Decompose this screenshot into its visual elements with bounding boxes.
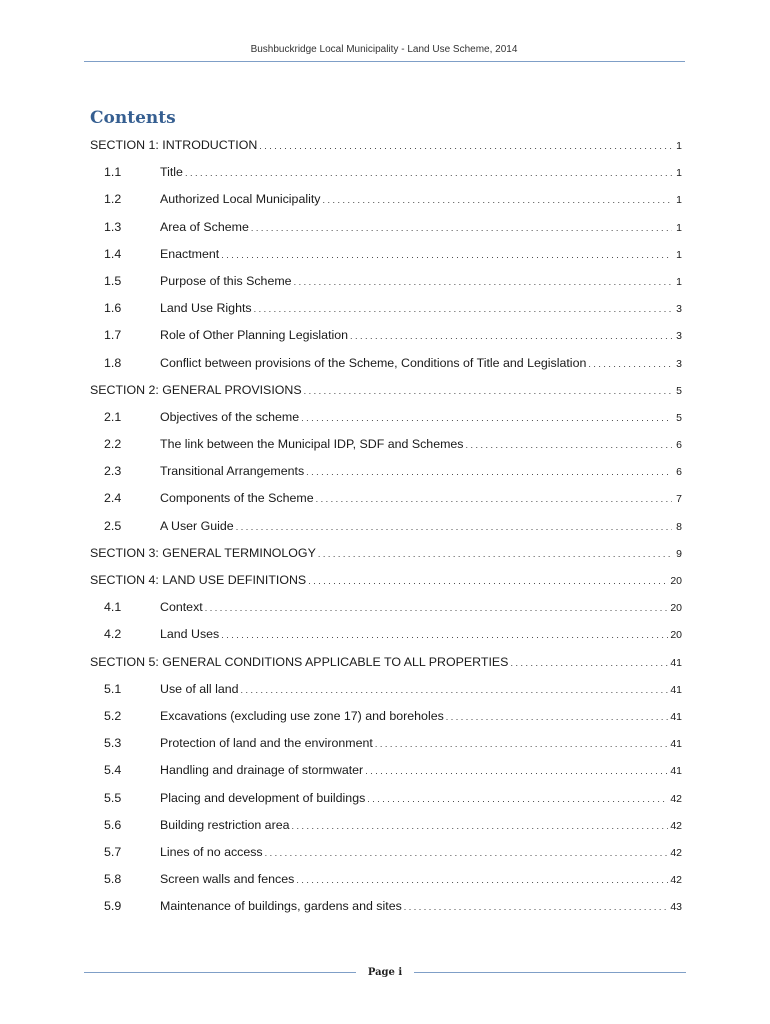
toc-entry-page: 41	[670, 683, 682, 696]
toc-subsection-entry[interactable]	[90, 730, 682, 757]
toc-section-entry[interactable]	[90, 132, 682, 159]
toc-section-entry[interactable]	[90, 377, 682, 404]
toc-entry-page: 5	[676, 384, 682, 397]
toc-subsection-entry[interactable]	[90, 839, 682, 866]
toc-section-entry[interactable]	[90, 540, 682, 567]
toc-entry-number: 1.6	[104, 301, 122, 316]
toc-entry-title: Authorized Local Municipality	[160, 192, 321, 207]
toc-dot-leader	[304, 378, 672, 405]
toc-entry-title: Excavations (excluding use zone 17) and boreholes	[160, 708, 444, 723]
toc-entry-number: 5.2	[104, 708, 122, 723]
toc-dot-leader	[251, 215, 672, 242]
toc-dot-leader	[367, 786, 668, 813]
toc-entry-title: SECTION 4: LAND USE DEFINITIONS	[90, 573, 307, 587]
toc-dot-leader	[350, 323, 672, 350]
toc-subsection-entry[interactable]	[90, 350, 682, 377]
toc-entry-title: Transitional Arrangements	[160, 464, 305, 479]
footer-rule-right	[414, 972, 686, 973]
toc-entry-number: 2.2	[104, 437, 122, 452]
toc-dot-leader	[185, 160, 672, 187]
toc-entry-title: Screen walls and fences	[160, 872, 295, 887]
toc-entry-title: Handling and drainage of stormwater	[160, 763, 364, 778]
toc-subsection-entry[interactable]	[90, 268, 682, 295]
toc-subsection-entry[interactable]	[90, 186, 682, 213]
toc-entry-page: 9	[676, 547, 682, 560]
toc-subsection-entry[interactable]	[90, 676, 682, 703]
toc-entry-page: 1	[676, 275, 682, 288]
toc-entry-number: 5.9	[104, 899, 122, 914]
toc-subsection-entry[interactable]	[90, 513, 682, 540]
page-title: Contents	[90, 108, 176, 128]
toc-entry-page: 3	[676, 330, 682, 343]
toc-subsection-entry[interactable]	[90, 621, 682, 648]
toc-subsection-entry[interactable]	[90, 431, 682, 458]
toc-entry-title: SECTION 5: GENERAL CONDITIONS APPLICABLE TO ALL PROPERTIES	[90, 654, 509, 669]
toc-subsection-entry[interactable]	[90, 241, 682, 268]
toc-subsection-entry[interactable]	[90, 866, 682, 893]
toc-entry-title: Role of Other Planning Legislation	[160, 328, 349, 343]
toc-entry-title: SECTION 1: INTRODUCTION	[90, 138, 258, 152]
toc-entry-title: Placing and development of buildings	[160, 790, 366, 805]
toc-entry-number: 4.1	[104, 600, 122, 615]
toc-entry-number: 5.7	[104, 844, 122, 859]
toc-entry-title: Components of the Scheme	[160, 491, 314, 506]
toc-entry-page: 6	[676, 466, 682, 479]
running-header: Bushbuckridge Local Municipality - Land Use Scheme, 2014	[250, 44, 518, 55]
toc-entry-page: 42	[670, 792, 682, 805]
toc-entry-page: 3	[676, 303, 682, 316]
toc-subsection-entry[interactable]	[90, 893, 682, 920]
toc-dot-leader	[365, 758, 668, 785]
toc-entry-title: Land Uses	[160, 627, 220, 642]
toc-dot-leader	[466, 432, 673, 459]
toc-dot-leader	[446, 704, 669, 731]
toc-entry-title: SECTION 3: GENERAL TERMINOLOGY	[90, 545, 316, 560]
toc-dot-leader	[404, 894, 669, 921]
toc-entry-number: 5.4	[104, 763, 122, 778]
toc-section-entry[interactable]	[90, 567, 682, 594]
toc-dot-leader	[301, 405, 672, 432]
toc-entry-number: 5.6	[104, 817, 122, 832]
toc-subsection-entry[interactable]	[90, 159, 682, 186]
toc-entry-page: 1	[676, 194, 682, 207]
toc-dot-leader	[294, 269, 672, 296]
toc-entry-page: 5	[676, 411, 682, 424]
toc-dot-leader	[205, 595, 669, 622]
toc-entry-number: 5.5	[104, 790, 122, 805]
toc-subsection-entry[interactable]	[90, 812, 682, 839]
toc-entry-page: 1	[676, 140, 682, 152]
toc-entry-page: 7	[676, 493, 682, 506]
toc-entry-page: 3	[676, 357, 682, 370]
toc-entry-number: 1.8	[104, 355, 122, 370]
toc-entry-page: 41	[670, 710, 682, 723]
toc-entry-page: 6	[676, 439, 682, 452]
toc-subsection-entry[interactable]	[90, 214, 682, 241]
toc-entry-page: 41	[670, 656, 682, 669]
toc-entry-title: Land Use Rights	[160, 301, 252, 316]
toc-dot-leader	[254, 296, 672, 323]
toc-dot-leader	[236, 514, 672, 541]
toc-dot-leader	[510, 650, 668, 677]
toc-entry-page: 20	[670, 602, 682, 615]
toc-entry-title: Lines of no access	[160, 844, 263, 859]
toc-subsection-entry[interactable]	[90, 458, 682, 485]
toc-subsection-entry[interactable]	[90, 404, 682, 431]
toc-entry-number: 1.2	[104, 192, 122, 207]
toc-subsection-entry[interactable]	[90, 757, 682, 784]
toc-subsection-entry[interactable]	[90, 703, 682, 730]
toc-entry-page: 42	[670, 846, 682, 859]
toc-entry-title: Enactment	[160, 246, 220, 261]
toc-entry-number: 1.5	[104, 273, 122, 288]
header-rule	[84, 61, 685, 62]
toc-entry-number: 1.4	[104, 246, 122, 261]
toc-entry-title: Title	[160, 165, 183, 180]
toc-entry-page: 1	[676, 221, 682, 234]
toc-dot-leader	[259, 133, 672, 160]
toc-entry-title: Purpose of this Scheme	[160, 273, 292, 288]
toc-entry-title: Protection of land and the environment	[160, 736, 373, 751]
toc-subsection-entry[interactable]	[90, 485, 682, 512]
toc-entry-title: Conflict between provisions of the Scheme, Conditions of Title and Legislation	[160, 355, 587, 370]
toc-dot-leader	[318, 541, 672, 568]
table-of-contents	[90, 132, 682, 920]
toc-dot-leader	[265, 840, 669, 867]
toc-entry-number: 1.7	[104, 328, 122, 343]
toc-entry-page: 1	[676, 167, 682, 180]
toc-subsection-entry[interactable]	[90, 785, 682, 812]
toc-entry-page: 43	[670, 901, 682, 914]
toc-entry-title: A User Guide	[160, 518, 234, 533]
toc-entry-title: Maintenance of buildings, gardens and sites	[160, 899, 402, 914]
toc-entry-number: 2.1	[104, 409, 122, 424]
toc-subsection-entry[interactable]	[90, 295, 682, 322]
toc-entry-page: 8	[676, 520, 682, 533]
toc-entry-number: 5.8	[104, 872, 122, 887]
toc-entry-number: 5.1	[104, 681, 122, 696]
toc-entry-title: Context	[160, 600, 203, 615]
toc-entry-title: The link between the Municipal IDP, SDF and Schemes	[160, 437, 464, 452]
toc-entry-number: 2.3	[104, 464, 122, 479]
toc-entry-number: 5.3	[104, 736, 122, 751]
toc-entry-title: Objectives of the scheme	[160, 409, 300, 424]
toc-entry-title: Building restriction area	[160, 817, 290, 832]
toc-entry-number: 1.3	[104, 219, 122, 234]
toc-subsection-entry[interactable]	[90, 594, 682, 621]
toc-entry-page: 42	[670, 874, 682, 887]
toc-entry-number: 1.1	[104, 165, 122, 180]
toc-dot-leader	[316, 486, 672, 513]
toc-entry-title: SECTION 2: GENERAL PROVISIONS	[90, 382, 302, 397]
toc-section-entry[interactable]	[90, 649, 682, 676]
toc-dot-leader	[291, 813, 668, 840]
toc-entry-title: Area of Scheme	[160, 219, 249, 234]
toc-entry-title: Use of all land	[160, 681, 239, 696]
toc-dot-leader	[375, 731, 668, 758]
toc-entry-page: 41	[670, 765, 682, 778]
toc-dot-leader	[296, 867, 668, 894]
toc-entry-page: 42	[670, 819, 682, 832]
toc-entry-page: 20	[670, 575, 682, 587]
toc-subsection-entry[interactable]	[90, 322, 682, 349]
toc-dot-leader	[221, 242, 672, 269]
toc-entry-page: 20	[670, 629, 682, 642]
toc-dot-leader	[306, 459, 672, 486]
toc-entry-number: 2.5	[104, 518, 122, 533]
toc-dot-leader	[322, 187, 672, 214]
toc-dot-leader	[221, 622, 668, 649]
toc-entry-number: 4.2	[104, 627, 122, 642]
toc-dot-leader	[588, 351, 672, 378]
toc-entry-page: 41	[670, 738, 682, 751]
toc-entry-page: 1	[676, 248, 682, 261]
toc-dot-leader	[241, 677, 669, 704]
toc-dot-leader	[308, 568, 668, 595]
footer-rule-left	[84, 972, 356, 973]
page-number: Page i	[367, 967, 403, 978]
toc-entry-number: 2.4	[104, 491, 122, 506]
